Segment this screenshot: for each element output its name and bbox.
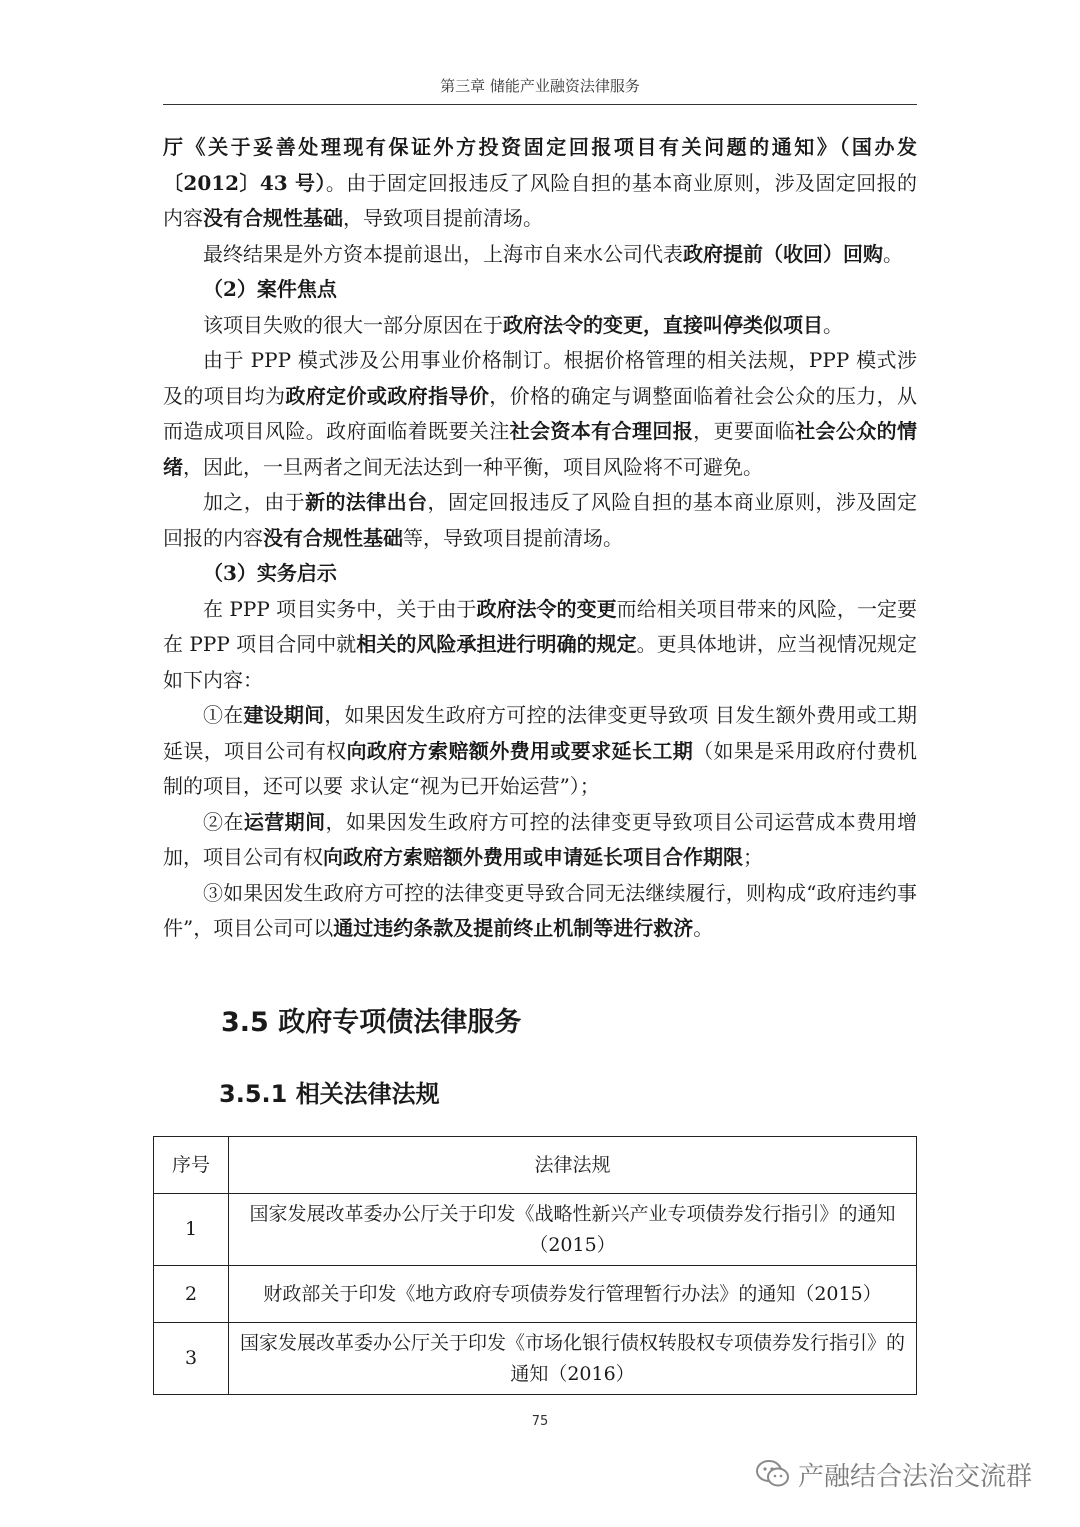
table-row: [154, 1266, 917, 1323]
table-header-row: [154, 1137, 917, 1194]
watermark: [756, 1454, 1032, 1494]
paragraph-5: [163, 485, 917, 556]
text-run: 。更具体地讲，应当视情况规定如下内容：: [163, 632, 917, 692]
text-run: 等，导致项目提前清场。: [403, 525, 623, 550]
bold-text-run: 社会资本有合理回报: [509, 419, 694, 443]
subheading-practice: （3）实务启示: [203, 561, 337, 585]
text-run: ，更要面临: [693, 419, 796, 443]
text-run: ，价格的确定与调整面临着社会公众的压力，从而造成项目风险。政府面临着既要关注: [163, 383, 918, 443]
text-run: 而给相关项目带来的风险，一定要在 PPP 项目合同中就: [163, 596, 917, 656]
laws-table: [153, 1136, 917, 1395]
paragraph-1: [163, 130, 917, 237]
text-run: 在 PPP 项目实务中，关于由于: [203, 596, 477, 621]
text-run: ；: [743, 845, 763, 869]
text-run: 最终结果是外方资本提前退出，上海市自来水公司代表: [203, 241, 683, 266]
bold-text-run: 向政府方索赔额外费用或要求延长工期: [346, 738, 694, 763]
table-row: [154, 1194, 917, 1266]
watermark-text: 产融结合法治交流群: [798, 1461, 1033, 1492]
bold-text-run: 政府法令的变更，直接叫停类似项目: [503, 312, 823, 337]
header-rule: [163, 104, 917, 105]
text-run: 加之，由于: [203, 490, 306, 514]
paragraph-7: [163, 698, 917, 805]
row-law: 财政部关于印发《地方政府专项债券发行管理暂行办法》的通知（2015）: [229, 1266, 917, 1323]
paragraph-4: [163, 343, 917, 485]
text-run: ，如果因发生政府方可控的法律变更导致项目公司运营成本费用增加，项目公司有权: [163, 809, 918, 869]
bold-text-run: 相关的风险承担进行明确的规定: [356, 632, 637, 656]
paragraph-3: [163, 308, 917, 344]
text-run: ，导致项目提前清场。: [343, 206, 543, 230]
bold-text-run: 社会公众的情绪: [163, 419, 918, 479]
bold-text-run: 运营期间: [243, 809, 326, 834]
text-run: ①在: [203, 703, 244, 727]
paragraph-6: [163, 592, 917, 699]
row-law: 国家发展改革委办公厅关于印发《市场化银行债权转股权专项债券发行指引》的通知（2016）: [229, 1323, 917, 1395]
paragraph-8: [163, 805, 917, 876]
bold-text-run: 没有合规性基础: [203, 206, 343, 230]
bold-text-run: 向政府方索赔额外费用或申请延长项目合作期限: [323, 845, 743, 869]
bold-text-run: 没有合规性基础: [263, 525, 403, 550]
row-law: 国家发展改革委办公厅关于印发《战略性新兴产业专项债券发行指引》的通知（2015）: [229, 1194, 917, 1266]
body-text: [163, 130, 917, 947]
row-index: 1: [154, 1194, 229, 1266]
bold-text-run: 新的法律出台: [305, 490, 428, 514]
subheading-case-focus: （2）案件焦点: [203, 277, 337, 301]
text-run: ，因此，一旦两者之间无法达到一种平衡，项目风险将不可避免。: [183, 454, 763, 479]
text-run: 该项目失败的很大一部分原因在于: [203, 312, 503, 337]
column-header-index: 序号: [154, 1137, 229, 1194]
text-run: 。: [883, 241, 903, 266]
bold-text-run: 政府提前（收回）回购: [683, 241, 883, 266]
page-number: 75: [531, 1414, 549, 1429]
text-run: ②在: [203, 809, 244, 834]
text-run: ，固定回报违反了风险自担的基本商业原则，涉及固定回报的内容: [163, 490, 918, 550]
bold-text-run: 建设期间: [243, 703, 325, 727]
paragraph-9: [163, 876, 917, 947]
bold-text-run: 政府法令的变更: [476, 596, 617, 621]
row-index: 2: [154, 1266, 229, 1323]
text-run: 由于 PPP 模式涉及公用事业价格制订。根据价格管理的相关法规，PPP 模式涉及的项目均为: [163, 348, 917, 408]
row-index: 3: [154, 1323, 229, 1395]
subsection-heading: 3.5.1 相关法律法规: [219, 1080, 440, 1108]
text-run: （如果是采用政府付费机制的项目，还可以要 求认定“视为已开始运营”）；: [163, 738, 918, 798]
section-heading: 3.5 政府专项债法律服务: [221, 1007, 522, 1038]
table-row: [154, 1323, 917, 1395]
bold-text-run: 通过违约条款及提前终止机制等进行救济: [333, 916, 694, 940]
text-run: ，如果因发生政府方可控的法律变更导致项 目发生额外费用或工期延误，项目公司有权: [163, 703, 918, 763]
paragraph-2: [163, 237, 917, 273]
column-header-law: 法律法规: [229, 1137, 917, 1194]
wechat-icon: [756, 1459, 790, 1489]
running-header: 第三章 储能产业融资法律服务: [440, 77, 640, 95]
text-run: ③如果因发生政府方可控的法律变更导致合同无法继续履行，则构成“政府违约事件”，项目公司可以: [163, 880, 917, 940]
text-run: 。: [693, 916, 714, 940]
bold-text-run: 政府定价或政府指导价: [285, 383, 490, 408]
text-run: 。由于固定回报违反了风险自担的基本商业原则，涉及固定回报的内容: [163, 170, 918, 230]
text-run: 。: [823, 312, 843, 337]
bold-text-run: 厅《关于妥善处理现有保证外方投资固定回报项目有关问题的通知》（国办发〔2012〕43 号）: [163, 135, 917, 195]
